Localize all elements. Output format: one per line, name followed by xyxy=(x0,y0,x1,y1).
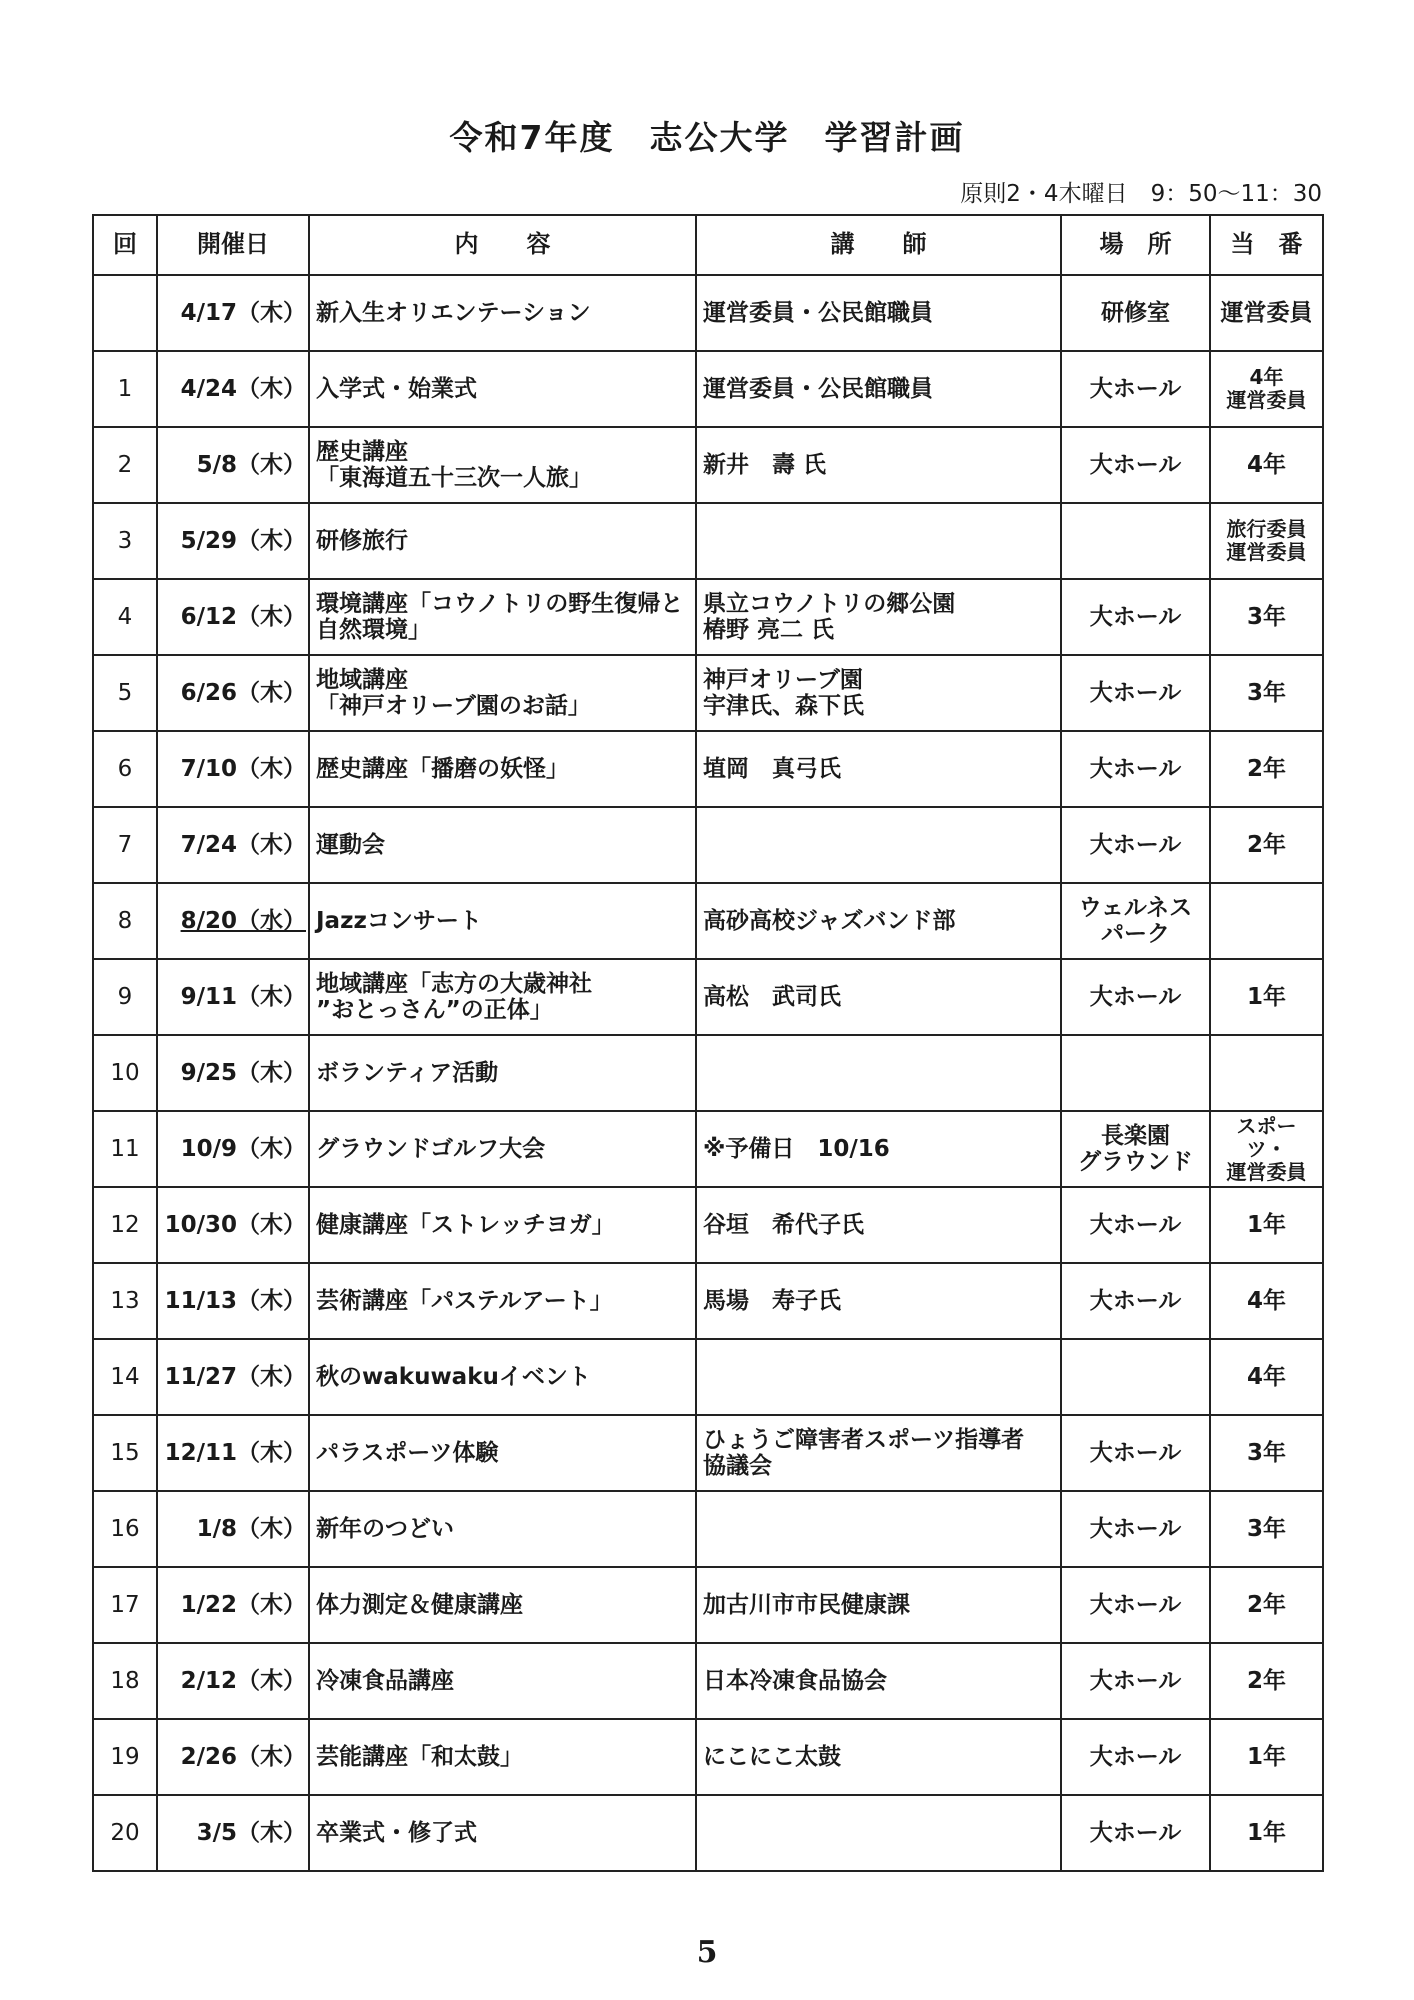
cell-content: 環境講座「コウノトリの野生復帰と 自然環境」 xyxy=(309,579,696,655)
cell-place xyxy=(1061,1339,1210,1415)
cell-no: 7 xyxy=(93,807,157,883)
table-row xyxy=(93,275,1323,351)
page-number: 5 xyxy=(696,1935,718,1970)
table-row xyxy=(93,1111,1323,1187)
cell-place: 長楽園 グラウンド xyxy=(1061,1111,1210,1187)
cell-place: 大ホール xyxy=(1061,579,1210,655)
header-no: 回 xyxy=(93,215,157,275)
cell-place: 大ホール xyxy=(1061,1567,1210,1643)
cell-duty: 2年 xyxy=(1210,807,1323,883)
cell-lecturer xyxy=(696,1035,1061,1111)
cell-date: 5/8（木） xyxy=(157,427,309,503)
cell-duty: 1年 xyxy=(1210,959,1323,1035)
cell-no: 17 xyxy=(93,1567,157,1643)
cell-content: 歴史講座「播磨の妖怪」 xyxy=(309,731,696,807)
table-row xyxy=(93,959,1323,1035)
cell-place: 大ホール xyxy=(1061,1643,1210,1719)
cell-duty: 4年 xyxy=(1210,427,1323,503)
cell-date: 2/26（木） xyxy=(157,1719,309,1795)
cell-duty: 2年 xyxy=(1210,731,1323,807)
cell-no: 20 xyxy=(93,1795,157,1871)
cell-date: 9/25（木） xyxy=(157,1035,309,1111)
cell-place: 大ホール xyxy=(1061,1263,1210,1339)
cell-duty: 2年 xyxy=(1210,1643,1323,1719)
cell-lecturer: 新井 壽 氏 xyxy=(696,427,1061,503)
table-row xyxy=(93,1491,1323,1567)
cell-date: 1/22（木） xyxy=(157,1567,309,1643)
cell-lecturer xyxy=(696,503,1061,579)
cell-content: 冷凍食品講座 xyxy=(309,1643,696,1719)
cell-content: 新入生オリエンテーション xyxy=(309,275,696,351)
table-row xyxy=(93,1035,1323,1111)
cell-place xyxy=(1061,503,1210,579)
cell-no: 12 xyxy=(93,1187,157,1263)
cell-duty: 4年 運営委員 xyxy=(1210,351,1323,427)
cell-content: 芸能講座「和太鼓」 xyxy=(309,1719,696,1795)
cell-lecturer: 高松 武司氏 xyxy=(696,959,1061,1035)
cell-place: 大ホール xyxy=(1061,1719,1210,1795)
cell-content: 地域講座 「神戸オリーブ園のお話」 xyxy=(309,655,696,731)
cell-no: 16 xyxy=(93,1491,157,1567)
cell-place: 大ホール xyxy=(1061,731,1210,807)
cell-date: 8/20（水） xyxy=(157,883,309,959)
table-row xyxy=(93,655,1323,731)
table-row xyxy=(93,1187,1323,1263)
cell-content: 歴史講座 「東海道五十三次一人旅」 xyxy=(309,427,696,503)
table-row xyxy=(93,1339,1323,1415)
cell-duty: 3年 xyxy=(1210,579,1323,655)
cell-no: 8 xyxy=(93,883,157,959)
cell-no: 15 xyxy=(93,1415,157,1491)
table-row xyxy=(93,1263,1323,1339)
cell-date: 3/5（木） xyxy=(157,1795,309,1871)
cell-no xyxy=(93,275,157,351)
cell-duty: 3年 xyxy=(1210,1415,1323,1491)
cell-duty: 旅行委員 運営委員 xyxy=(1210,503,1323,579)
cell-lecturer: 神戸オリーブ園 宇津氏、森下氏 xyxy=(696,655,1061,731)
cell-lecturer: 運営委員・公民館職員 xyxy=(696,275,1061,351)
table-row xyxy=(93,427,1323,503)
cell-lecturer: ※予備日 10/16 xyxy=(696,1111,1061,1187)
page-title: 令和7年度 志公大学 学習計画 xyxy=(449,118,965,157)
header-date: 開催日 xyxy=(157,215,309,275)
cell-place: ウェルネス パーク xyxy=(1061,883,1210,959)
cell-content: グラウンドゴルフ大会 xyxy=(309,1111,696,1187)
table-row xyxy=(93,1567,1323,1643)
cell-content: 運動会 xyxy=(309,807,696,883)
table-row xyxy=(93,503,1323,579)
cell-duty xyxy=(1210,1035,1323,1111)
cell-lecturer xyxy=(696,1795,1061,1871)
cell-content: 研修旅行 xyxy=(309,503,696,579)
cell-no: 2 xyxy=(93,427,157,503)
cell-lecturer xyxy=(696,807,1061,883)
cell-no: 3 xyxy=(93,503,157,579)
cell-duty: スポーツ・ 運営委員 xyxy=(1210,1111,1323,1187)
cell-content: 卒業式・修了式 xyxy=(309,1795,696,1871)
cell-content: 芸術講座「パステルアート」 xyxy=(309,1263,696,1339)
cell-date: 6/26（木） xyxy=(157,655,309,731)
cell-date: 7/10（木） xyxy=(157,731,309,807)
cell-duty: 1年 xyxy=(1210,1719,1323,1795)
cell-lecturer: 谷垣 希代子氏 xyxy=(696,1187,1061,1263)
cell-place: 大ホール xyxy=(1061,1491,1210,1567)
table-row xyxy=(93,1795,1323,1871)
cell-no: 13 xyxy=(93,1263,157,1339)
cell-date: 10/30（木） xyxy=(157,1187,309,1263)
cell-place: 大ホール xyxy=(1061,1795,1210,1871)
cell-place: 大ホール xyxy=(1061,807,1210,883)
cell-duty: 1年 xyxy=(1210,1795,1323,1871)
cell-lecturer: 県立コウノトリの郷公園 椿野 亮二 氏 xyxy=(696,579,1061,655)
header-duty: 当 番 xyxy=(1210,215,1323,275)
cell-date: 11/27（木） xyxy=(157,1339,309,1415)
cell-no: 18 xyxy=(93,1643,157,1719)
table-row xyxy=(93,1643,1323,1719)
cell-lecturer: ひょうご障害者スポーツ指導者 協議会 xyxy=(696,1415,1061,1491)
cell-duty: 1年 xyxy=(1210,1187,1323,1263)
cell-content: Jazzコンサート xyxy=(309,883,696,959)
cell-duty: 2年 xyxy=(1210,1567,1323,1643)
header-place: 場 所 xyxy=(1061,215,1210,275)
cell-place: 大ホール xyxy=(1061,351,1210,427)
cell-lecturer xyxy=(696,1491,1061,1567)
cell-date: 4/24（木） xyxy=(157,351,309,427)
cell-lecturer: 運営委員・公民館職員 xyxy=(696,351,1061,427)
cell-date: 12/11（木） xyxy=(157,1415,309,1491)
cell-date: 4/17（木） xyxy=(157,275,309,351)
cell-no: 19 xyxy=(93,1719,157,1795)
cell-place xyxy=(1061,1035,1210,1111)
cell-place: 研修室 xyxy=(1061,275,1210,351)
cell-no: 10 xyxy=(93,1035,157,1111)
cell-date: 11/13（木） xyxy=(157,1263,309,1339)
cell-content: ボランティア活動 xyxy=(309,1035,696,1111)
cell-duty: 運営委員 xyxy=(1210,275,1323,351)
cell-content: 秋のwakuwakuイベント xyxy=(309,1339,696,1415)
cell-lecturer: 馬場 寿子氏 xyxy=(696,1263,1061,1339)
cell-duty xyxy=(1210,883,1323,959)
table-row xyxy=(93,731,1323,807)
cell-lecturer: にこにこ太鼓 xyxy=(696,1719,1061,1795)
cell-content: 体力測定＆健康講座 xyxy=(309,1567,696,1643)
cell-date: 5/29（木） xyxy=(157,503,309,579)
cell-lecturer xyxy=(696,1339,1061,1415)
cell-date: 1/8（木） xyxy=(157,1491,309,1567)
header-lecturer: 講 師 xyxy=(696,215,1061,275)
cell-lecturer: 加古川市市民健康課 xyxy=(696,1567,1061,1643)
cell-no: 11 xyxy=(93,1111,157,1187)
cell-content: 地域講座「志方の大歳神社 ”おとっさん”の正体」 xyxy=(309,959,696,1035)
cell-no: 5 xyxy=(93,655,157,731)
cell-date: 9/11（木） xyxy=(157,959,309,1035)
cell-content: 新年のつどい xyxy=(309,1491,696,1567)
cell-date: 2/12（木） xyxy=(157,1643,309,1719)
cell-place: 大ホール xyxy=(1061,1415,1210,1491)
cell-date: 7/24（木） xyxy=(157,807,309,883)
header-content: 内 容 xyxy=(309,215,696,275)
table-header-row xyxy=(93,215,1323,275)
cell-no: 14 xyxy=(93,1339,157,1415)
cell-content: 健康講座「ストレッチヨガ」 xyxy=(309,1187,696,1263)
table-row xyxy=(93,1415,1323,1491)
cell-duty: 3年 xyxy=(1210,655,1323,731)
table-row xyxy=(93,351,1323,427)
cell-lecturer: 埴岡 真弓氏 xyxy=(696,731,1061,807)
table-row xyxy=(93,807,1323,883)
cell-place: 大ホール xyxy=(1061,959,1210,1035)
cell-no: 9 xyxy=(93,959,157,1035)
cell-no: 6 xyxy=(93,731,157,807)
cell-date: 6/12（木） xyxy=(157,579,309,655)
cell-duty: 3年 xyxy=(1210,1491,1323,1567)
cell-place: 大ホール xyxy=(1061,1187,1210,1263)
cell-date: 10/9（木） xyxy=(157,1111,309,1187)
cell-place: 大ホール xyxy=(1061,427,1210,503)
table-row xyxy=(93,579,1323,655)
cell-duty: 4年 xyxy=(1210,1263,1323,1339)
table-row xyxy=(93,1719,1323,1795)
cell-no: 1 xyxy=(93,351,157,427)
cell-content: 入学式・始業式 xyxy=(309,351,696,427)
cell-place: 大ホール xyxy=(1061,655,1210,731)
cell-duty: 4年 xyxy=(1210,1339,1323,1415)
cell-content: パラスポーツ体験 xyxy=(309,1415,696,1491)
cell-lecturer: 日本冷凍食品協会 xyxy=(696,1643,1061,1719)
cell-no: 4 xyxy=(93,579,157,655)
schedule-note: 原則2・4木曜日 9：50～11：30 xyxy=(960,181,1322,207)
schedule-table xyxy=(92,214,1324,1872)
table-row xyxy=(93,883,1323,959)
cell-lecturer: 高砂高校ジャズバンド部 xyxy=(696,883,1061,959)
